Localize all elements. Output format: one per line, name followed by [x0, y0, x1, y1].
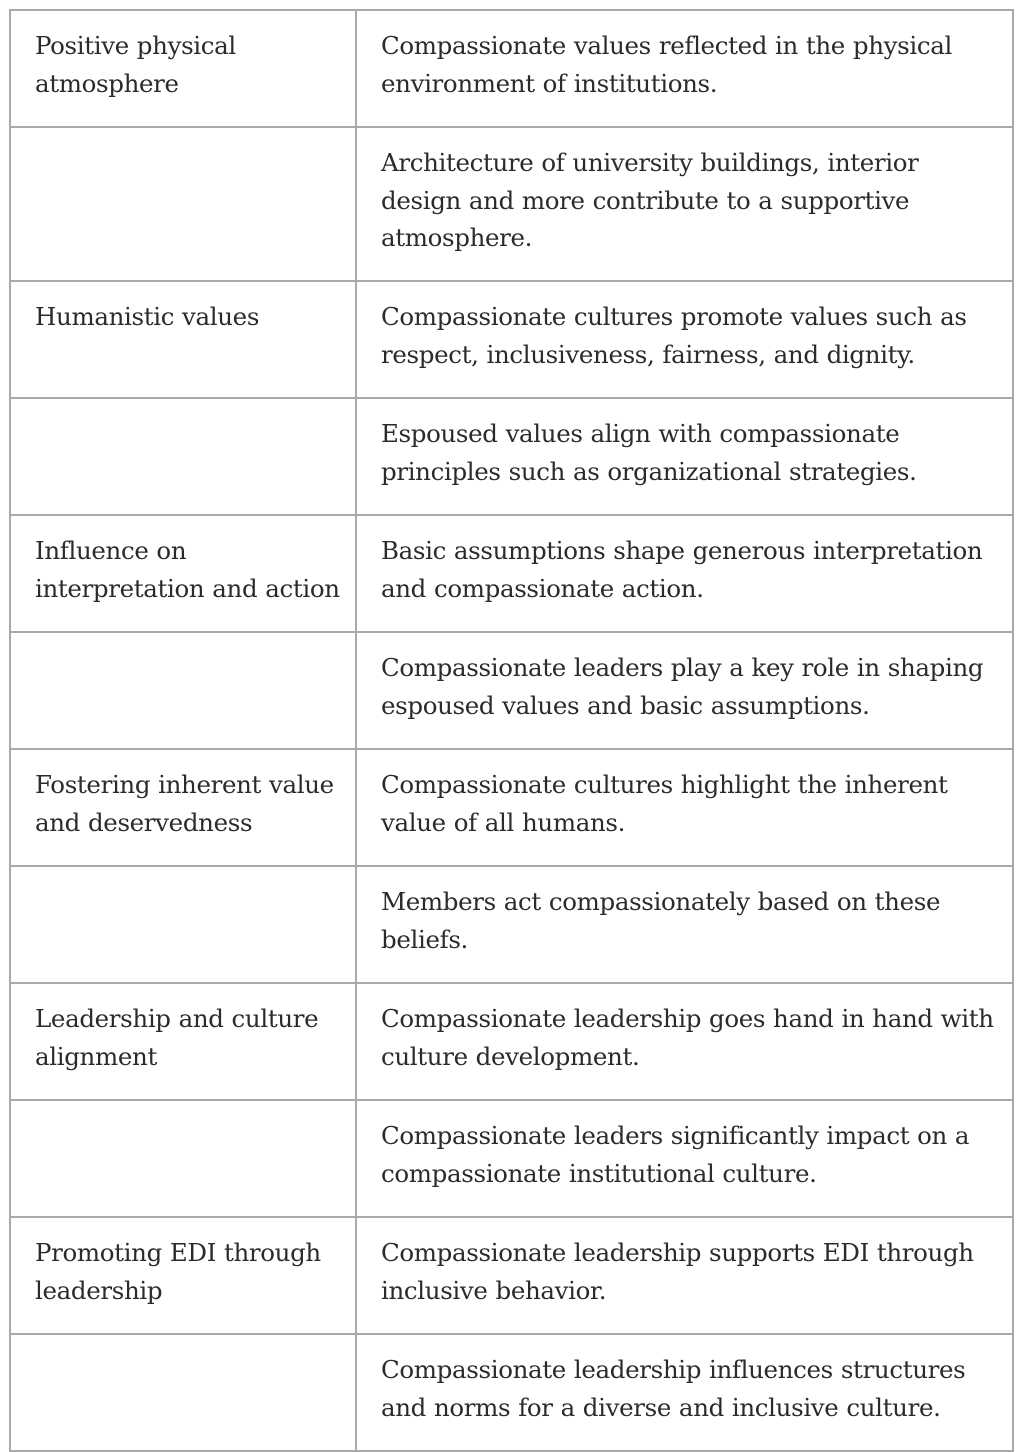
theme-cell [10, 127, 356, 281]
description-cell: Compassionate leadership influences structures and norms for a diverse and inclusive culture. [356, 1334, 1013, 1451]
theme-cell: Fostering inherent value and deservedness [10, 749, 356, 866]
themes-table [9, 9, 1014, 1452]
table-body [10, 10, 1013, 1451]
theme-cell [10, 632, 356, 749]
table-row [10, 515, 1013, 632]
theme-cell [10, 1100, 356, 1217]
table-row [10, 10, 1013, 127]
table-row [10, 983, 1013, 1100]
description-cell: Compassionate leadership goes hand in hand with culture development. [356, 983, 1013, 1100]
theme-cell: Leadership and culture alignment [10, 983, 356, 1100]
table-row [10, 127, 1013, 281]
description-cell: Compassionate cultures highlight the inherent value of all humans. [356, 749, 1013, 866]
description-cell: Basic assumptions shape generous interpretation and compassionate action. [356, 515, 1013, 632]
table-row [10, 398, 1013, 515]
table-row [10, 1217, 1013, 1334]
description-cell: Compassionate cultures promote values such as respect, inclusiveness, fairness, and dignity. [356, 281, 1013, 398]
theme-cell [10, 398, 356, 515]
description-cell: Architecture of university buildings, interior design and more contribute to a supportive atmosphere. [356, 127, 1013, 281]
table-row [10, 1100, 1013, 1217]
table-row [10, 281, 1013, 398]
theme-cell: Influence on interpretation and action [10, 515, 356, 632]
description-cell: Compassionate values reflected in the physical environment of institutions. [356, 10, 1013, 127]
description-cell: Members act compassionately based on these beliefs. [356, 866, 1013, 983]
theme-cell: Humanistic values [10, 281, 356, 398]
theme-cell [10, 866, 356, 983]
theme-cell: Positive physical atmosphere [10, 10, 356, 127]
table-row [10, 632, 1013, 749]
theme-cell [10, 1334, 356, 1451]
table-row [10, 866, 1013, 983]
table-row [10, 1334, 1013, 1451]
table-row [10, 749, 1013, 866]
description-cell: Compassionate leaders play a key role in shaping espoused values and basic assumptions. [356, 632, 1013, 749]
description-cell: Compassionate leaders significantly impact on a compassionate institutional culture. [356, 1100, 1013, 1217]
description-cell: Espoused values align with compassionate principles such as organizational strategies. [356, 398, 1013, 515]
description-cell: Compassionate leadership supports EDI through inclusive behavior. [356, 1217, 1013, 1334]
theme-cell: Promoting EDI through leadership [10, 1217, 356, 1334]
